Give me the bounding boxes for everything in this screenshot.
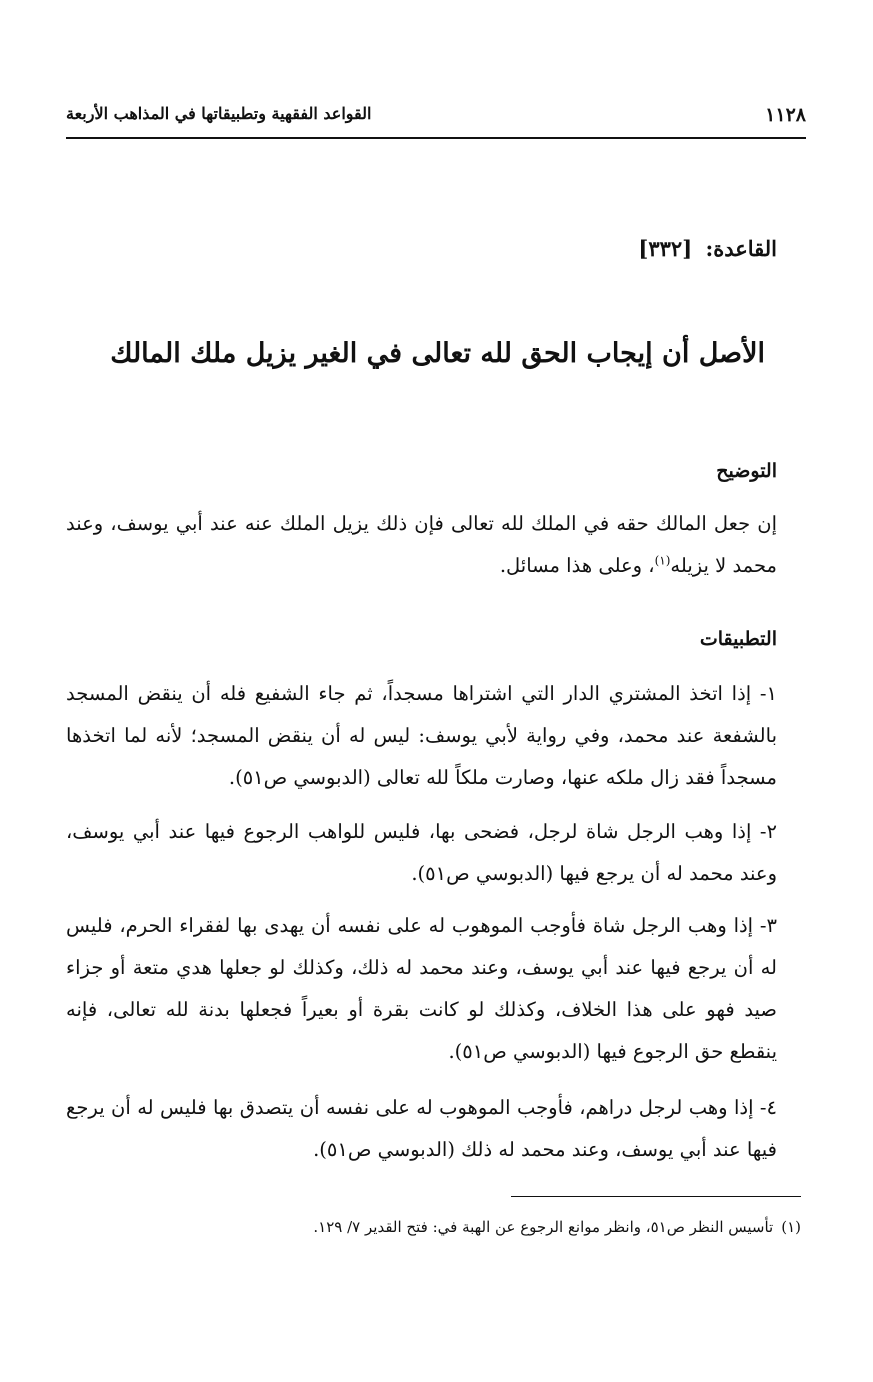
rule-title: الأصل أن إيجاب الحق لله تعالى في الغير يزيل ملك المالك — [110, 338, 765, 369]
application-item: ٤- إذا وهب لرجل دراهم، فأوجب الموهوب له على نفسه أن يتصدق بها فليس له أن يرجع فيها عند أبي يوسف، وعند محمد له ذلك (الدبوسي ص٥١). — [66, 1096, 777, 1161]
application-item: ٣- إذا وهب الرجل شاة فأوجب الموهوب له على نفسه أن يهدى بها لفقراء الحرم، فليس له أن يرجع فيها عند أبي يوسف، وعند محمد له ذلك، وكذلك لو جعلها هدي متعة أو جزاء صيد فهو على هذا الخلاف، وكذلك لو كانت بقرة أو بعيراً فجعلها بدنة لله تعالى، فإنه ينقطع حق الرجوع فيها (الدبوسي ص٥١). — [66, 914, 777, 1063]
application-item: ٢- إذا وهب الرجل شاة لرجل، فضحى بها، فليس للواهب الرجوع فيها عند أبي يوسف، وعند محمد له أن يرجع فيها (الدبوسي ص٥١). — [66, 820, 777, 885]
footnote — [66, 1214, 801, 1240]
rule-number: [٣٣٢] — [638, 236, 693, 261]
rule-label — [638, 236, 777, 261]
footnote-text: تأسيس النظر ص٥١، وانظر موانع الرجوع عن الهبة في: فتح القدير ٧/ ١٢٩. — [313, 1218, 774, 1236]
page-number: ١١٢٨ — [765, 104, 806, 126]
explanation-text-end: ، وعلى هذا مسائل. — [499, 554, 655, 577]
application-item: ١- إذا اتخذ المشتري الدار التي اشتراها مسجداً، ثم جاء الشفيع فله أن ينقض المسجد بالشفعة عند محمد، وفي رواية لأبي يوسف: ليس له أن ينقض المسجد؛ لأنه لما اتخذها مسجداً فقد زال ملكه عنها، وصارت ملكاً لله تعالى (الدبوسي ص٥١). — [66, 682, 777, 789]
header-divider — [66, 137, 806, 139]
explanation-text: إن جعل المالك حقه في الملك لله تعالى فإن ذلك يزيل الملك عنه عند أبي يوسف، وعند محمد لا يزيله — [66, 512, 777, 577]
footnote-reference[interactable]: (١) — [654, 553, 671, 568]
explanation-heading: التوضيح — [716, 460, 777, 482]
footnote-divider — [511, 1196, 801, 1197]
rule-label-text: القاعدة: — [705, 236, 777, 261]
book-title: القواعد الفقهية وتطبيقاتها في المذاهب الأربعة — [66, 104, 372, 123]
explanation-paragraph — [66, 503, 777, 587]
running-header — [66, 100, 806, 130]
applications-heading: التطبيقات — [699, 628, 777, 650]
footnote-mark: (١) — [781, 1218, 801, 1236]
